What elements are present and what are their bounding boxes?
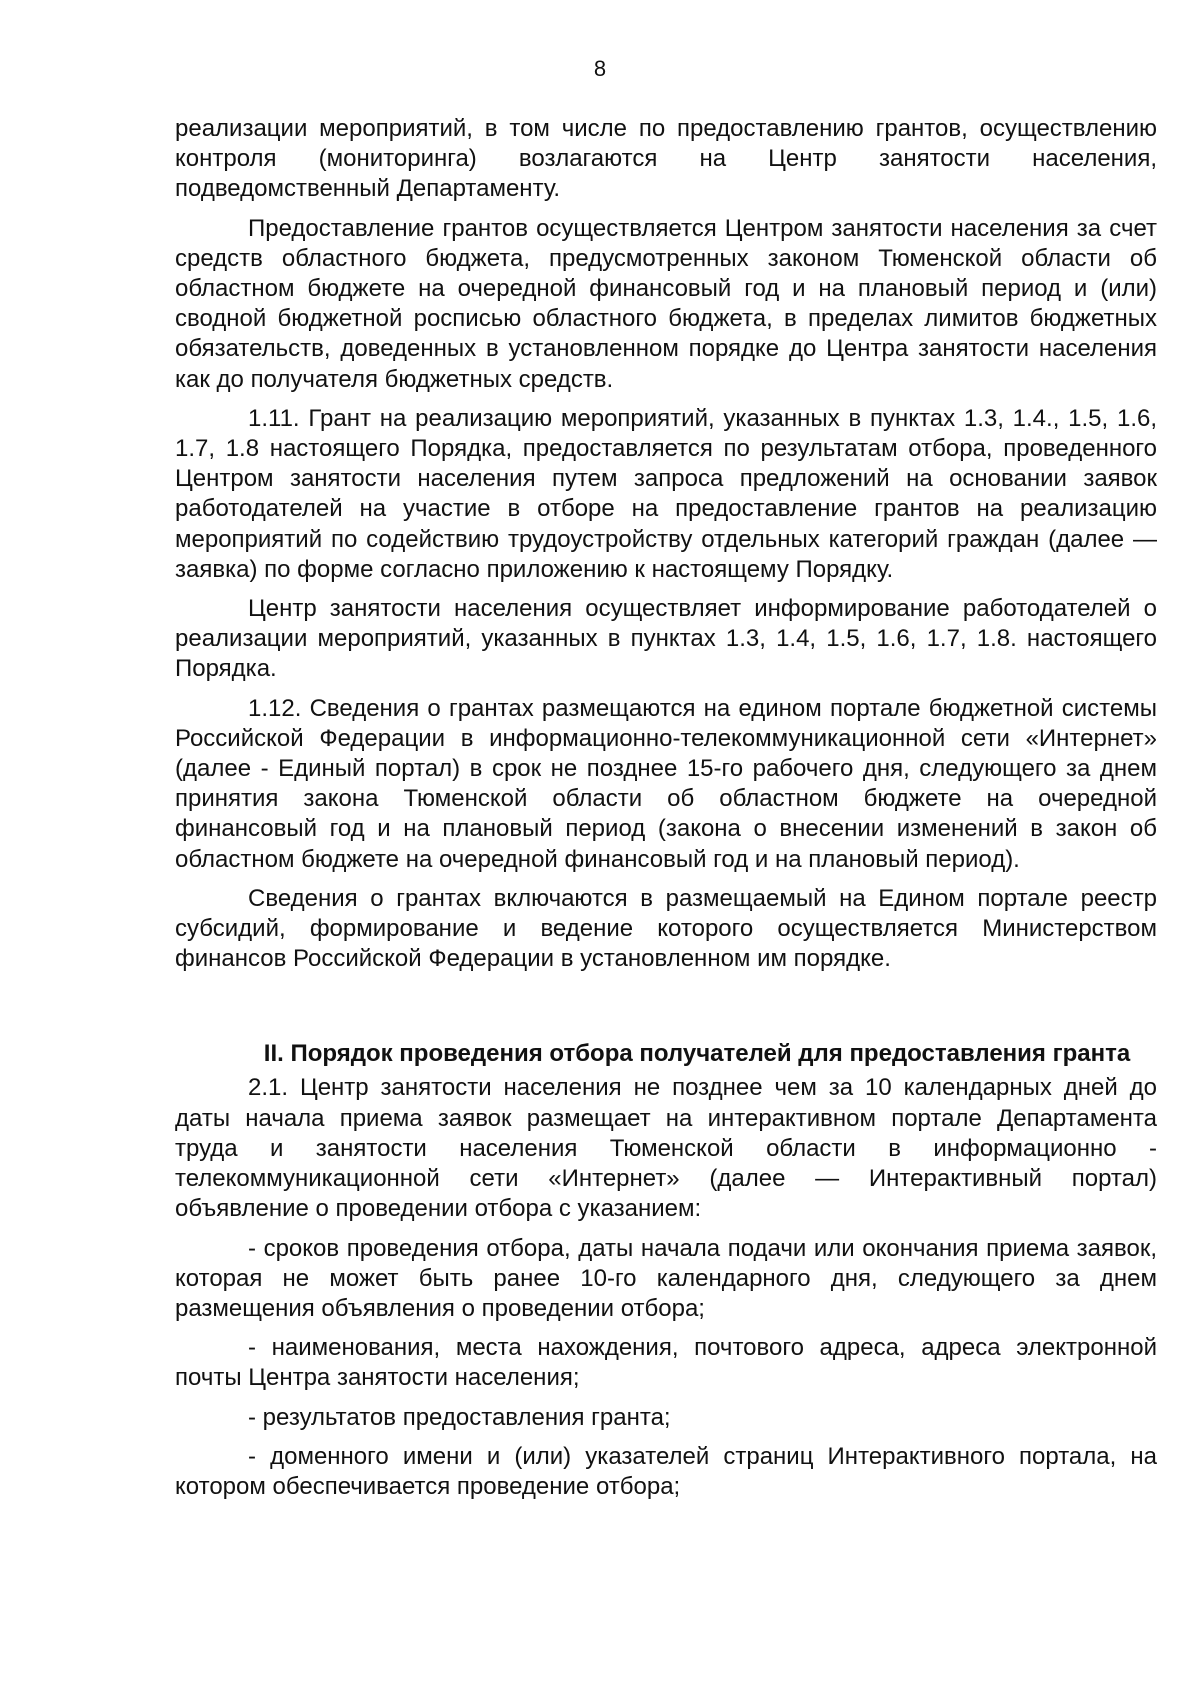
list-item-center-contacts: - наименования, места нахождения, почтового адреса, адреса электронной почты Центра занятости населения; [175,1334,1157,1392]
paragraph-2-1: 2.1. Центр занятости населения не позднее чем за 10 календарных дней до даты начала приема заявок размещает на интерактивном портале Департамента труда и занятости населения Тюменской области в информационно - телекоммуникационной сети «Интернет» (далее — Интерактивный портал) объявление о проведении отбора с указанием: [175,1074,1157,1223]
paragraph-grant-funding: Предоставление грантов осуществляется Центром занятости населения за счет средств областного бюджета, предусмотренных законом Тюменской области об областном бюджете на очередной финансовый год и на плановый период и (или) сводной бюджетной росписью областного бюджета, в пределах лимитов бюджетных обязательств, доведенных в установленном порядке до Центра занятости населения как до получателя бюджетных средств. [175,214,1157,393]
section-heading: II. Порядок проведения отбора получателей для предоставления гранта [263,1040,1131,1068]
document-body [175,114,1157,1502]
paragraph-subsidy-registry: Сведения о грантах включаются в размещаемый на Едином портале реестр субсидий, формирование и ведение которого осуществляется Министерством финансов Российской Федерации в установленном им порядке. [175,884,1157,973]
list-item-grant-results: - результатов предоставления гранта; [248,1403,671,1431]
page-number: 8 [593,56,607,81]
list-item-portal-domain: - доменного имени и (или) указателей страниц Интерактивного портала, на котором обеспечивается проведение отбора; [175,1442,1157,1500]
paragraph-1-12: 1.12. Сведения о грантах размещаются на едином портале бюджетной системы Российской Федерации в информационно-телекоммуникационной сети «Интернет» (далее - Единый портал) в срок не позднее 15-го рабочего дня, следующего за днем принятия закона Тюменской области об областном бюджете на очередной финансовый год и на плановый период (закона о внесении изменений в закон об областном бюджете на очередной финансовый год и на плановый период). [175,694,1157,873]
paragraph-employer-info: Центр занятости населения осуществляет информирование работодателей о реализации мероприятий, указанных в пунктах 1.3, 1.4, 1.5, 1.6, 1.7, 1.8. настоящего Порядка. [175,595,1157,683]
paragraph-continuation: реализации мероприятий, в том числе по предоставлению грантов, осуществлению контроля (мониторинга) возлагаются на Центр занятости населения, подведомственный Департаменту. [175,115,1157,203]
paragraph-1-11: 1.11. Грант на реализацию мероприятий, указанных в пунктах 1.3, 1.4., 1.5, 1.6, 1.7, 1.8 настоящего Порядка, предоставляется по результатам отбора, проведенного Центром занятости населения путем запроса предложений на основании заявок работодателей на участие в отборе на предоставление грантов на реализацию мероприятий по содействию трудоустройству отдельных категорий граждан (далее — заявка) по форме согласно приложению к настоящему Порядку. [175,404,1157,583]
list-item-selection-dates: - сроков проведения отбора, даты начала подачи или окончания приема заявок, которая не может быть ранее 10-го календарного дня, следующего за днем размещения объявления о проведении отбора; [175,1234,1157,1322]
